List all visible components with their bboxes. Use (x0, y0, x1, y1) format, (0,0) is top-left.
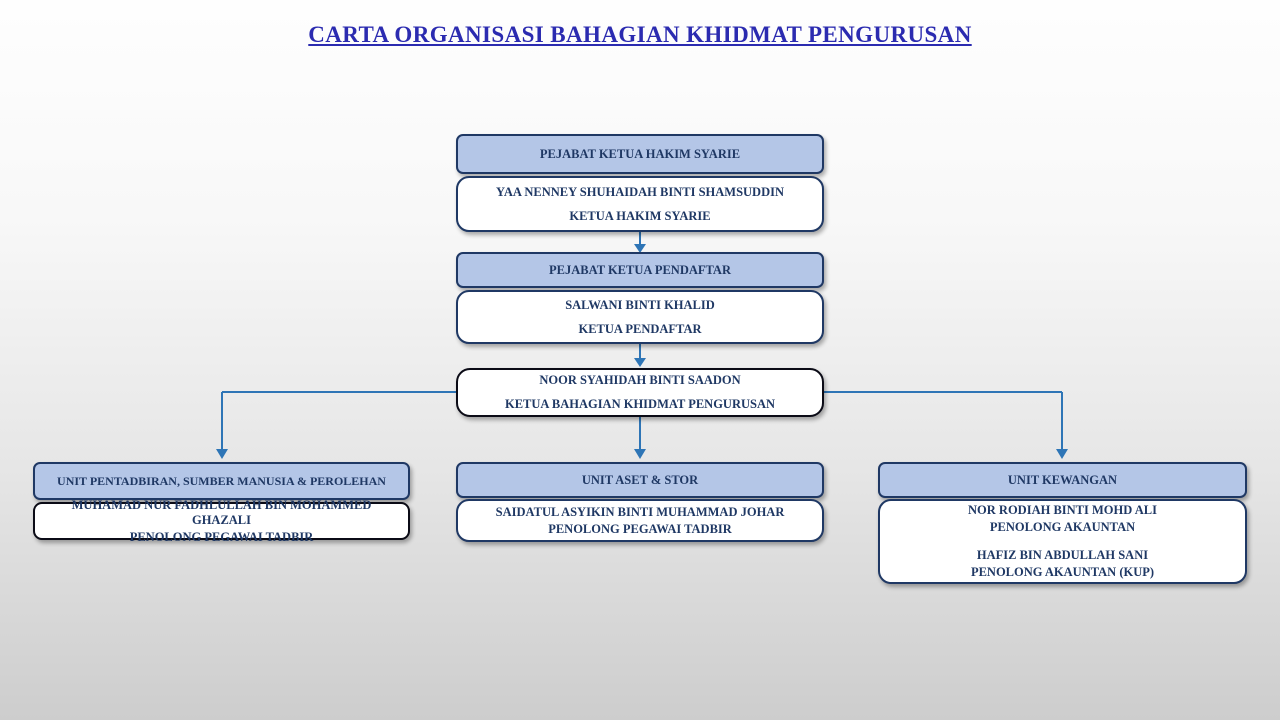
unit-pentadbiran-header (33, 462, 410, 500)
person-name: MUHAMAD NUR FADHLULLAH BIN MOHAMMED GHAZALI (71, 497, 372, 527)
person-role: KETUA HAKIM SYARIE (569, 208, 711, 223)
person-name: SAIDATUL ASYIKIN BINTI MUHAMMAD JOHAR (495, 504, 785, 519)
level3-person-box (456, 368, 824, 417)
person-name: SALWANI BINTI KHALID (565, 297, 715, 312)
level1-person-box (456, 176, 824, 232)
level2-person-box (456, 290, 824, 344)
level2-office-label: PEJABAT KETUA PENDAFTAR (549, 262, 731, 277)
unit-kewangan-header (878, 462, 1247, 498)
unit-label: UNIT KEWANGAN (1007, 472, 1118, 487)
unit-kewangan-staff-box (878, 499, 1247, 584)
person-name: NOR RODIAH BINTI MOHD ALI (968, 503, 1157, 517)
person-role: PENOLONG PEGAWAI TADBIR (129, 529, 314, 544)
page-title: CARTA ORGANISASI BAHAGIAN KHIDMAT PENGURUSAN (308, 22, 972, 47)
person-role: KETUA PENDAFTAR (578, 321, 702, 336)
unit-pentadbiran-staff-box (33, 497, 410, 544)
person-role: PENOLONG AKAUNTAN (KUP) (970, 565, 1155, 579)
unit-label: UNIT ASET & STOR (581, 472, 699, 487)
person-role: PENOLONG AKAUNTAN (989, 520, 1136, 534)
unit-aset-stor-header (456, 462, 824, 498)
level1-office-label: PEJABAT KETUA HAKIM SYARIE (539, 146, 741, 161)
staff-member (971, 548, 1154, 580)
unit-label: UNIT PENTADBIRAN, SUMBER MANUSIA & PEROLEHAN (57, 473, 386, 488)
unit-aset-stor-staff-box (456, 499, 824, 542)
person-name: YAA NENNEY SHUHAIDAH BINTI SHAMSUDDIN (495, 184, 784, 199)
level1-office-header (456, 134, 824, 174)
person-role: KETUA BAHAGIAN KHIDMAT PENGURUSAN (504, 397, 776, 411)
staff-member (968, 503, 1157, 535)
person-role: PENOLONG PEGAWAI TADBIR (548, 521, 732, 536)
person-name: HAFIZ BIN ABDULLAH SANI (976, 548, 1149, 562)
person-name: NOOR SYAHIDAH BINTI SAADON (539, 373, 741, 387)
level2-office-header (456, 252, 824, 288)
